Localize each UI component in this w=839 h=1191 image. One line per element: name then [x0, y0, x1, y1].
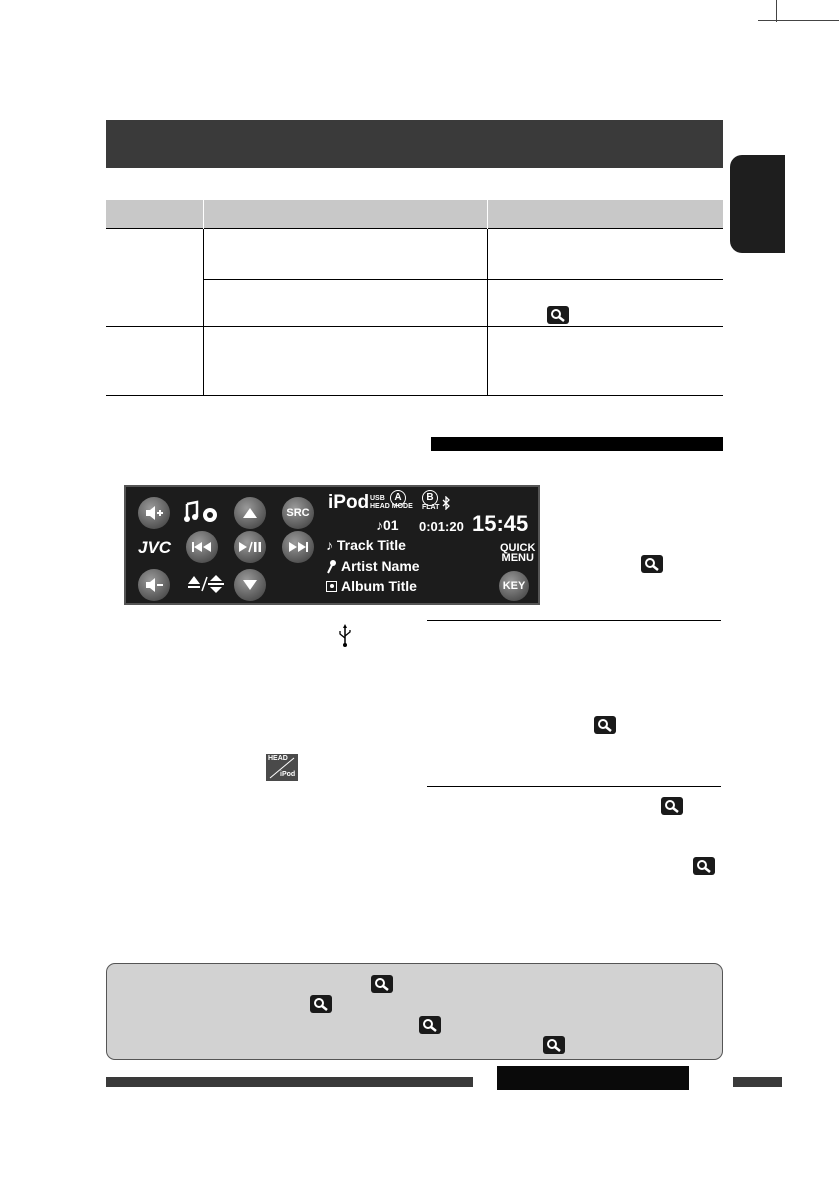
brand-logo: JVC [138, 538, 172, 557]
head-label: HEAD [268, 755, 288, 762]
next-track-button[interactable] [282, 531, 314, 563]
section-title-bar [106, 120, 723, 168]
music-settings-icon[interactable] [182, 499, 222, 527]
table-cell [487, 229, 723, 280]
volume-down-icon [144, 577, 164, 593]
table-cell [106, 327, 203, 396]
key-button[interactable] [499, 571, 529, 601]
bluetooth-icon [442, 496, 450, 515]
table-cell [203, 280, 487, 327]
zoom-icon [419, 1016, 441, 1034]
indicator-a: A [390, 487, 406, 506]
track-number: ♪01 [376, 517, 399, 533]
footer-page-bar [733, 1077, 782, 1087]
table-header-row [106, 200, 723, 229]
quick-menu-line2: MENU [501, 552, 534, 564]
source-label: iPod [328, 492, 370, 513]
divider [427, 620, 721, 621]
volume-down-button[interactable] [138, 569, 170, 601]
language-tab [730, 155, 785, 253]
table-cell [106, 229, 203, 327]
crop-mark-vertical [776, 0, 777, 22]
zoom-icon [543, 1036, 565, 1054]
footer-box [497, 1066, 689, 1090]
quick-menu-button[interactable] [500, 543, 535, 563]
section-heading-bar [431, 437, 723, 451]
src-button[interactable] [282, 497, 314, 529]
footer-line [106, 1077, 473, 1087]
zoom-icon [641, 555, 663, 573]
elapsed-time: 0:01:20 [419, 519, 464, 534]
table-cell [487, 280, 723, 327]
table-cell [487, 327, 723, 396]
prev-icon [191, 541, 213, 553]
artist-name: Artist Name [341, 558, 420, 574]
head-mode-label: HEAD MODE [370, 503, 413, 510]
previous-track-button[interactable] [186, 531, 218, 563]
zoom-icon [661, 797, 683, 815]
eject-button[interactable] [186, 573, 226, 595]
volume-up-button[interactable] [138, 497, 170, 529]
table-cell [203, 229, 487, 280]
up-icon [242, 507, 258, 519]
track-title: ♪ Track Title [326, 537, 406, 553]
note-box [106, 963, 723, 1060]
src-label: SRC [286, 507, 310, 519]
zoom-icon [594, 716, 616, 734]
down-button[interactable] [234, 569, 266, 601]
volume-up-icon [144, 505, 164, 521]
artist-icon [327, 560, 337, 579]
down-icon [242, 579, 258, 591]
zoom-icon [371, 975, 393, 993]
table-header-cell [487, 200, 723, 229]
zoom-icon [547, 306, 569, 324]
zoom-icon [693, 857, 715, 875]
usb-label: USB [370, 495, 385, 502]
table-row [106, 327, 723, 396]
table-header-cell [106, 200, 203, 229]
table-header-cell [203, 200, 487, 229]
control-panel-display [124, 485, 540, 605]
table-row [106, 229, 723, 280]
spec-table [106, 200, 723, 396]
key-label: KEY [502, 580, 526, 592]
divider [427, 786, 721, 787]
quick-menu-line1: QUICK [500, 542, 536, 554]
up-button[interactable] [234, 497, 266, 529]
album-icon [326, 581, 337, 592]
crop-mark-horizontal [758, 20, 839, 21]
play-pause-icon [238, 541, 262, 553]
ipod-label: iPod [280, 771, 296, 778]
flat-label: FLAT [422, 504, 440, 511]
next-icon [287, 541, 309, 553]
indicator-b: B [422, 487, 438, 506]
play-pause-button[interactable] [234, 531, 266, 563]
table-cell [203, 327, 487, 396]
head-ipod-icon [266, 754, 298, 781]
zoom-icon [310, 995, 332, 1013]
eject-icon [186, 573, 226, 595]
album-title: Album Title [341, 578, 417, 594]
clock-display: 15:45 [472, 511, 529, 536]
usb-icon [338, 624, 352, 653]
